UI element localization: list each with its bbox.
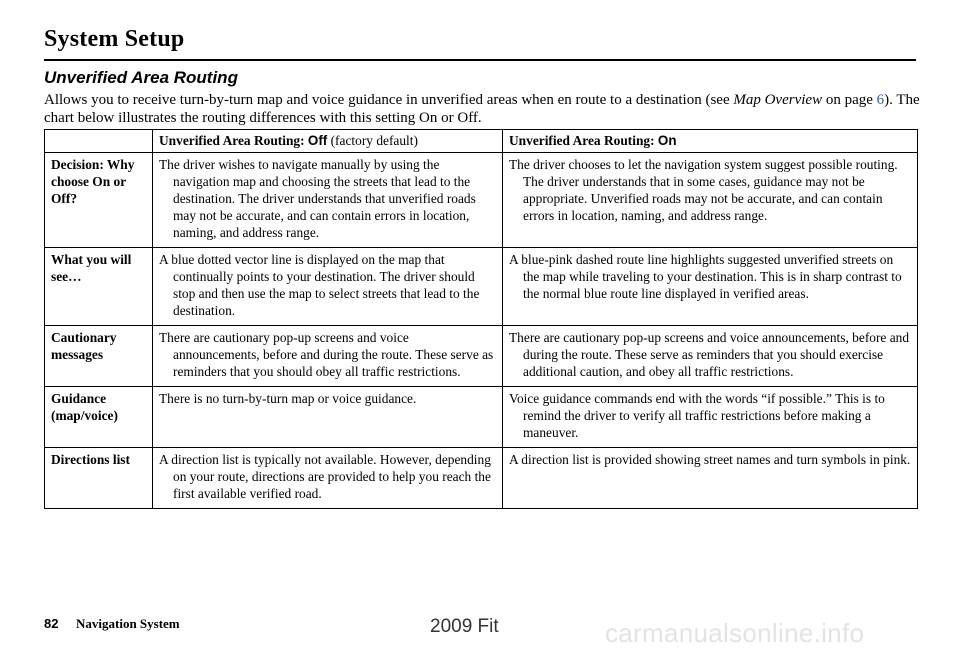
header-on-prefix: Unverified Area Routing: [509,133,658,148]
watermark-model: 2009 Fit [430,616,499,637]
cell-on [503,326,918,387]
cell-on-text: A blue-pink dashed route line highlights suggested unverified streets on the map while traveling to your destination. This is in sharp contrast to the normal blue route line displayed in verified areas. [509,252,902,301]
row-label-what-you-see: What you will see… [45,248,153,326]
cell-off-text: A direction list is typically not available. However, depending on your route, directions are provided to help you reach the first available verified road. [159,452,491,501]
cell-on-text: Voice guidance commands end with the words “if possible.” This is to remind the driver to verify all traffic restrictions before making a maneuver. [509,391,885,440]
row-label-guidance: Guidance (map/voice) [45,387,153,448]
header-empty-cell [45,130,153,153]
table-row [45,448,918,509]
header-routing-off [153,130,503,153]
routing-comparison-table [44,129,918,509]
cell-off [153,387,503,448]
header-routing-on [503,130,918,153]
cell-off [153,153,503,248]
cell-off [153,248,503,326]
cell-on-text: The driver chooses to let the navigation system suggest possible routing. The driver understands that in some cases, guidance may not be appropriate. Unverified roads may not be accurate, and can contain errors in location, naming, and address range. [509,157,898,223]
intro-paragraph [44,91,924,127]
cell-off-text: There is no turn-by-turn map or voice guidance. [159,391,417,406]
cell-on [503,448,918,509]
section-title: Unverified Area Routing [44,68,238,87]
cell-off [153,326,503,387]
cell-off-text: There are cautionary pop-up screens and voice announcements, before and during the route. These serve as reminders that you should obey all traffic restrictions. [159,330,494,379]
cell-on-text: There are cautionary pop-up screens and voice announcements, before and during the route. These serve as reminders that you should exercise additional caution, and obey all traffic restrictions. [509,330,910,379]
cell-on [503,248,918,326]
page-number: 82 [44,616,59,631]
cell-on [503,153,918,248]
cell-off [153,448,503,509]
header-off-prefix: Unverified Area Routing: [159,133,308,148]
table-row [45,387,918,448]
table-row [45,326,918,387]
watermark-site: carmanualsonline.info [605,618,865,648]
cell-off-text: The driver wishes to navigate manually by using the navigation map and choosing the streets that lead to the destination. The driver understands that unverified roads may not be accurate, and can contain errors in location, naming, and address range. [159,157,476,240]
cell-on-text: A direction list is provided showing street names and turn symbols in pink. [509,452,911,467]
page-link[interactable]: 6 [876,92,885,108]
row-label-decision: Decision: Why choose On or Off? [45,153,153,248]
header-off-note: (factory default) [327,133,418,148]
title-rule [44,59,916,61]
page-title: System Setup [44,26,185,52]
header-off-value: Off [307,133,328,148]
cell-on [503,387,918,448]
intro-reference: Map Overview [733,92,823,108]
row-label-directions-list: Directions list [45,448,153,509]
header-on-value: On [657,133,677,148]
row-label-cautionary-messages: Cautionary messages [45,326,153,387]
table-header-row [45,130,918,153]
table-row [45,248,918,326]
cell-off-text: A blue dotted vector line is displayed on the map that continually points to your destination. The driver should stop and then use the map to select streets that lead to the destination. [159,252,480,318]
intro-text-before: Allows you to receive turn-by-turn map and voice guidance in unverified areas when en route to a destination (see [44,92,734,108]
intro-text-mid: on page [822,92,877,108]
footer-label: Navigation System [76,616,180,631]
table-row [45,153,918,248]
intro-text-after: ). The chart below illustrates the routing differences with this setting On or Off. [44,92,920,126]
